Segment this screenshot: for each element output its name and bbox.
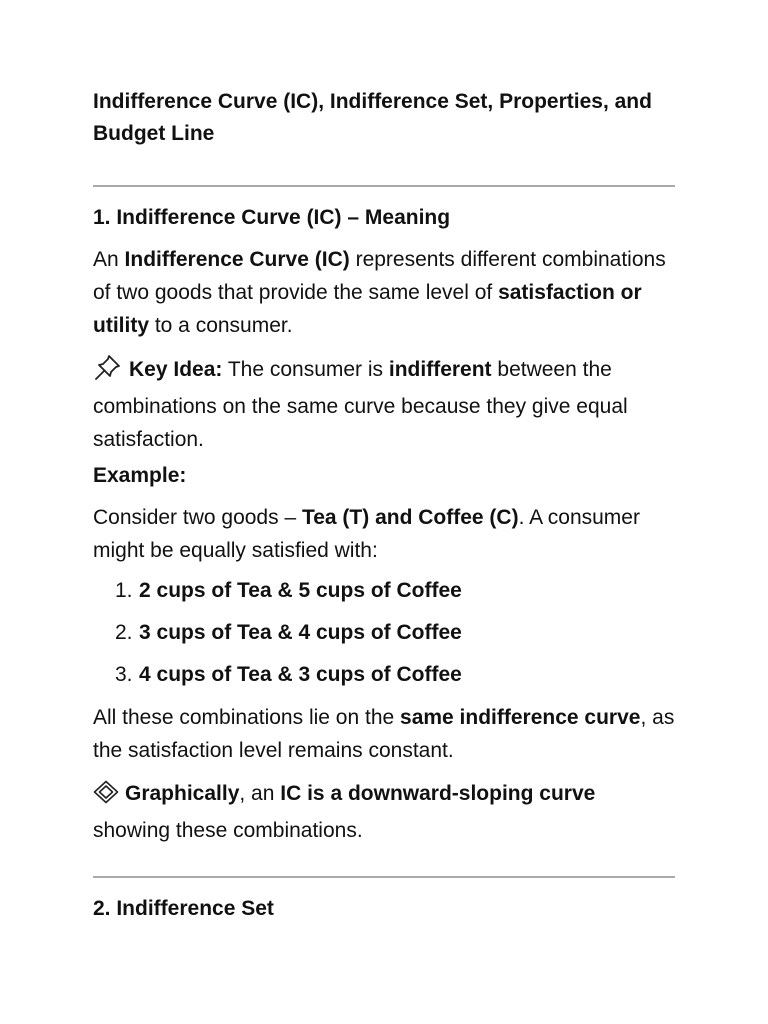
graphically-text: showing these combinations. <box>93 819 363 842</box>
definition-text: to a consumer. <box>149 314 293 337</box>
list-item <box>93 658 675 700</box>
key-idea-bold-term: indifferent <box>388 358 492 381</box>
document-title: Indifference Curve (IC), Indifference Set, Properties, and Budget Line <box>93 90 652 145</box>
consider-text: . A consumer might be equally satisfied with: <box>93 506 640 562</box>
key-idea-text: between the combinations on the same curve because they give equal satisfaction. <box>93 358 628 451</box>
divider <box>93 185 675 187</box>
pushpin-icon <box>93 354 123 390</box>
definition-bold-term: satisfaction or utility <box>93 281 642 337</box>
list-item-number: 1. <box>115 579 133 602</box>
conclusion-text: All these combinations lie on the <box>93 706 401 729</box>
graphically-bold-term: IC is a downward-sloping curve <box>280 782 596 805</box>
graphically-paragraph <box>93 777 675 847</box>
list-item-text: 3 cups of Tea & 4 cups of Coffee <box>139 621 462 644</box>
conclusion-bold-term: same indifference curve <box>400 706 641 729</box>
list-item <box>93 616 675 658</box>
definition-text: represents different combinations of two goods that provide the same level of <box>93 248 666 304</box>
definition-text: An <box>93 248 125 271</box>
definition-paragraph <box>93 243 675 342</box>
key-idea-label: Key Idea: <box>129 358 223 381</box>
graphically-bold-term: Graphically <box>125 782 240 805</box>
list-item-text: 4 cups of Tea & 3 cups of Coffee <box>139 663 462 686</box>
example-label: Example: <box>93 464 187 487</box>
divider <box>93 876 675 878</box>
key-idea-paragraph <box>93 353 675 456</box>
list-item-number: 3. <box>115 663 133 686</box>
key-idea-text: The consumer is <box>222 358 389 381</box>
consider-paragraph <box>93 501 675 567</box>
diamond-icon <box>93 780 119 814</box>
list-item-number: 2. <box>115 621 133 644</box>
section-1-heading: 1. Indifference Curve (IC) – Meaning <box>93 206 451 229</box>
consider-bold-term: Tea (T) and Coffee (C) <box>301 506 519 529</box>
conclusion-paragraph <box>93 701 675 767</box>
list-item <box>93 574 675 616</box>
graphically-text: , an <box>239 782 281 805</box>
section-2-heading: 2. Indifference Set <box>93 897 274 920</box>
combinations-list <box>93 574 675 700</box>
list-item-text: 2 cups of Tea & 5 cups of Coffee <box>139 579 462 602</box>
definition-bold-term: Indifference Curve (IC) <box>124 248 350 271</box>
conclusion-text: , as the satisfaction level remains constant. <box>93 706 675 762</box>
consider-text: Consider two goods – <box>93 506 302 529</box>
